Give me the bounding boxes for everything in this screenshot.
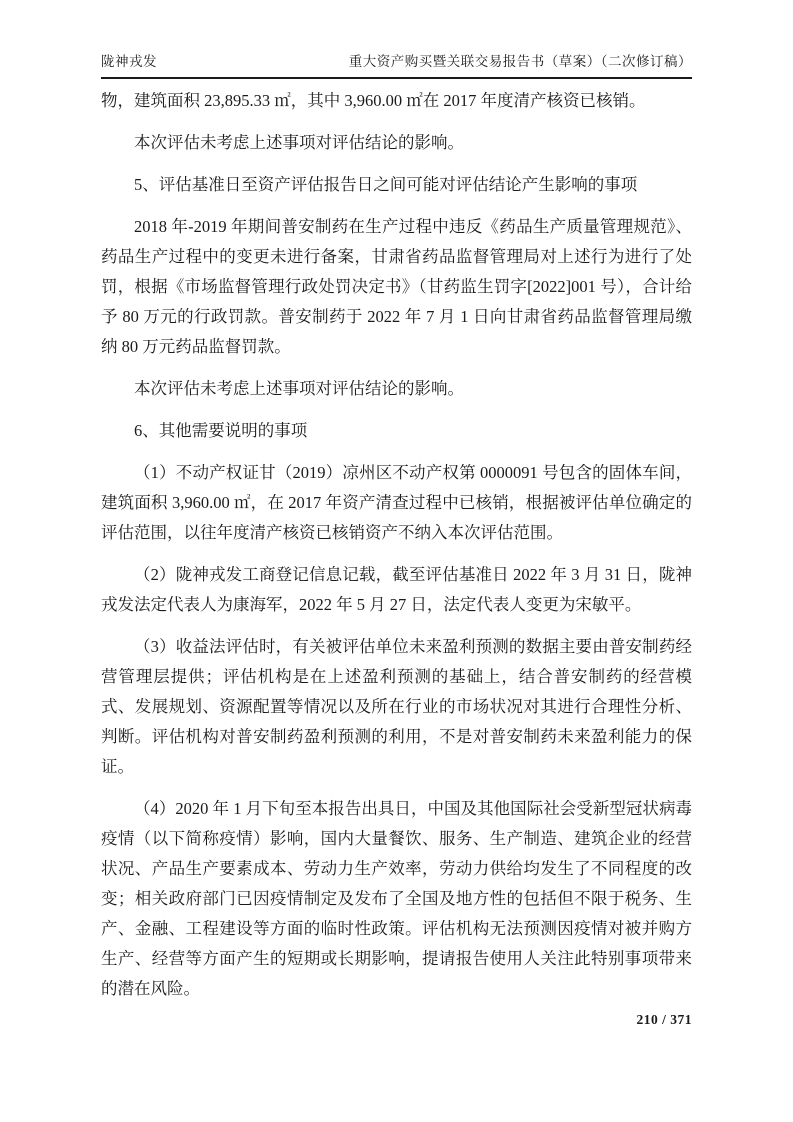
page-header (101, 50, 692, 79)
paragraph-item-1: （1）不动产权证甘（2019）凉州区不动产权第 0000091 号包含的固体车间，建筑面积 3,960.00 ㎡，在 2017 年资产清查过程中已核销，根据被评估单位确定的评估范围，以往年度清产核资已核销资产不纳入本次评估范围。 (101, 463, 692, 542)
paragraph-continuation: 物，建筑面积 23,895.33 ㎡，其中 3,960.00 ㎡在 2017 年度清产核资已核销。 (101, 91, 646, 110)
page-number: 210 / 371 (636, 1012, 692, 1027)
paragraph-conclusion-note-2: 本次评估未考虑上述事项对评估结论的影响。 (134, 379, 464, 398)
header-company-name: 陇神戎发 (101, 54, 157, 69)
paragraph-item-3: （3）收益法评估时，有关被评估单位未来盈利预测的数据主要由普安制药经营管理层提供；评估机构是在上述盈利预测的基础上，结合普安制药的经营模式、发展规划、资源配置等情况以及所在行业的市场状况对其进行合理性分析、判断。评估机构对普安制药盈利预测的利用，不是对普安制药未来盈利能力的保证。 (101, 637, 692, 776)
paragraph-conclusion-note: 本次评估未考虑上述事项对评估结论的影响。 (134, 133, 464, 152)
heading-section-6: 6、其他需要说明的事项 (134, 421, 308, 440)
document-body (101, 86, 692, 1004)
header-report-title: 重大资产购买暨关联交易报告书（草案）（二次修订稿） (348, 54, 692, 69)
paragraph-penalty-detail: 2018 年-2019 年期间普安制药在生产过程中违反《药品生产质量管理规范》、药品生产过程中的变更未进行备案，甘肃省药品监督管理局对上述行为进行了处罚，根据《市场监督管理行政处罚决定书》（甘药监生罚字[2022]001 号），合计给予 80 万元的行政罚款。普安制药于 2022 年 7 月 1 日向甘肃省药品监督管理局缴纳 80 万元药品监督罚款。 (101, 217, 692, 356)
heading-section-5: 5、评估基准日至资产评估报告日之间可能对评估结论产生影响的事项 (134, 175, 638, 194)
paragraph-item-2: （2）陇神戎发工商登记信息记载，截至评估基准日 2022 年 3 月 31 日，陇神戎发法定代表人为康海军，2022 年 5 月 27 日，法定代表人变更为宋敏平。 (101, 565, 692, 614)
paragraph-item-4: （4）2020 年 1 月下旬至本报告出具日，中国及其他国际社会受新型冠状病毒疫情（以下简称疫情）影响，国内大量餐饮、服务、生产制造、建筑企业的经营状况、产品生产要素成本、劳动力生产效率，劳动力供给均发生了不同程度的改变；相关政府部门已因疫情制定及发布了全国及地方性的包括但不限于税务、生产、金融、工程建设等方面的临时性政策。评估机构无法预测因疫情对被并购方生产、经营等方面产生的短期或长期影响，提请报告使用人关注此特别事项带来的潜在风险。 (101, 799, 692, 998)
